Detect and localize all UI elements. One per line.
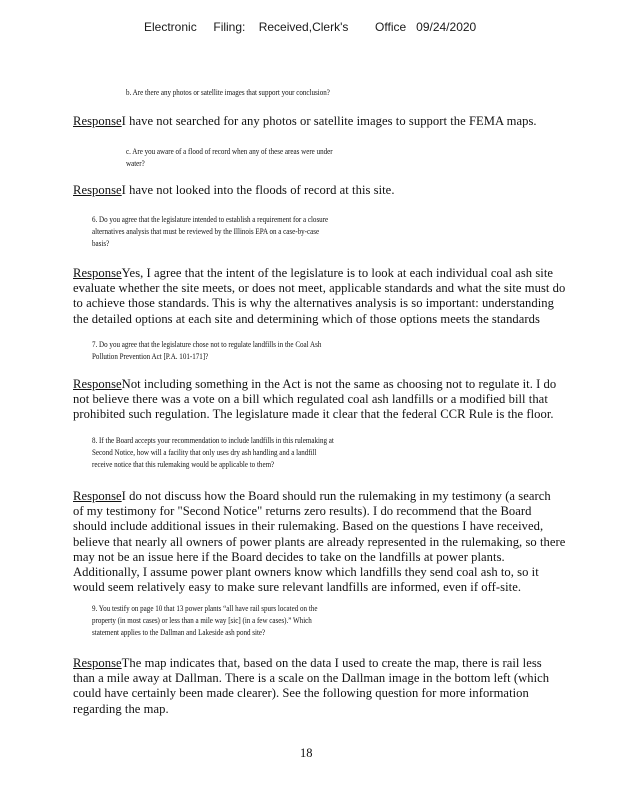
question-line: basis? <box>92 238 110 248</box>
question-8 <box>92 434 334 470</box>
response-line: could have certainly been made clearer). See the following question for more information <box>73 686 529 701</box>
response-text: I have not looked into the floods of record at this site. <box>121 183 395 197</box>
question-line: Pollution Prevention Act [P.A. 101-171]? <box>92 351 209 361</box>
response-line: of my testimony for "Second Notice" returns zero results). I do recommend that the Board <box>73 504 532 519</box>
response-text: Not including something in the Act is not the same as choosing not to regulate it. I do <box>121 377 557 391</box>
response-line: believe that nearly all owners of power plants are already represented in the rulemaking, so there <box>73 534 566 549</box>
response-line <box>73 183 395 198</box>
question-line: receive notice that this rulemaking would be applicable to them? <box>92 459 275 469</box>
question-line: alternatives analysis that must be reviewed by the Illinois EPA on a case-by-case <box>92 226 320 236</box>
question-line: 7. Do you agree that the legislature chose not to regulate landfills in the Coal Ash <box>92 339 322 349</box>
response-text: I do not discuss how the Board should run the rulemaking in my testimony (a search <box>121 489 551 503</box>
response-line: regarding the map. <box>73 701 169 716</box>
question-c <box>126 145 333 169</box>
response-label: Response <box>73 656 122 670</box>
response-7 <box>73 377 556 423</box>
response-label: Response <box>73 183 122 197</box>
response-line: evaluate whether the site meets, or does not meet, applicable standards and what the site must do <box>73 281 566 296</box>
response-9 <box>73 656 549 717</box>
response-line: to achieve those standards. This is why the alternatives analysis is so important: understanding <box>73 296 554 311</box>
question-line: 8. If the Board accepts your recommendation to include landfills in this rulemaking at <box>92 435 334 445</box>
question-line: b. Are there any photos or satellite images that support your conclusion? <box>126 87 330 97</box>
page-number: 18 <box>300 746 313 760</box>
response-line: the detailed options at each site and determining which of those options meets the standards <box>73 311 540 326</box>
question-line: 9. You testify on page 10 that 13 power plants “all have rail spurs located on the <box>92 603 318 613</box>
response-line <box>73 266 565 281</box>
response-line: should include additional issues in their rulemaking. Based on the questions I have received, <box>73 519 544 534</box>
response-text: I have not searched for any photos or satellite images to support the FEMA maps. <box>121 114 537 128</box>
question-line: water? <box>126 158 145 168</box>
response-line: Additionally, I assume power plant owners know which landfills they send coal ash to, so it <box>73 565 539 580</box>
response-8 <box>73 489 565 595</box>
response-b <box>73 114 537 129</box>
response-line: than a mile away at Dallman. There is a scale on the Dallman image in the bottom left (which <box>73 671 550 686</box>
response-line <box>73 489 565 504</box>
response-label: Response <box>73 266 122 280</box>
response-6 <box>73 266 565 327</box>
question-line: Second Notice, how will a facility that only uses dry ash handling and a landfill <box>92 447 317 457</box>
question-6 <box>92 213 328 249</box>
response-c <box>73 183 395 198</box>
response-label: Response <box>73 489 122 503</box>
response-text: Yes, I agree that the intent of the legislature is to look at each individual coal ash site <box>121 266 554 280</box>
response-text: The map indicates that, based on the data I used to create the map, there is rail less <box>121 656 542 670</box>
response-line <box>73 114 537 129</box>
question-line: property (in most cases) or less than a mile way [sic] (in a few cases).” Which <box>92 615 312 625</box>
question-line: statement applies to the Dallman and Lakeside ash pond site? <box>92 627 266 637</box>
efiling-header: Electronic Filing: Received,Clerk's Office 09/24/2020 <box>144 20 477 34</box>
response-line: prohibited such regulation. The legislature made it clear that the federal CCR Rule is the floor. <box>73 407 554 422</box>
question-9 <box>92 602 317 638</box>
question-7 <box>92 338 321 362</box>
response-line: would seem relatively easy to make sure relevant landfills are informed, even if off-site. <box>73 580 522 595</box>
question-line: 6. Do you agree that the legislature intended to establish a requirement for a closure <box>92 214 329 224</box>
question-b <box>126 86 330 98</box>
response-line: may not be an issue here if the Board decides to take on the landfills at power plants. <box>73 549 505 564</box>
response-line: not believe there was a vote on a bill which regulated coal ash landfills or a modified bill that <box>73 392 548 407</box>
question-line: c. Are you aware of a flood of record when any of these areas were under <box>126 146 333 156</box>
response-label: Response <box>73 114 122 128</box>
response-line <box>73 656 549 671</box>
response-line <box>73 377 556 392</box>
response-label: Response <box>73 377 122 391</box>
